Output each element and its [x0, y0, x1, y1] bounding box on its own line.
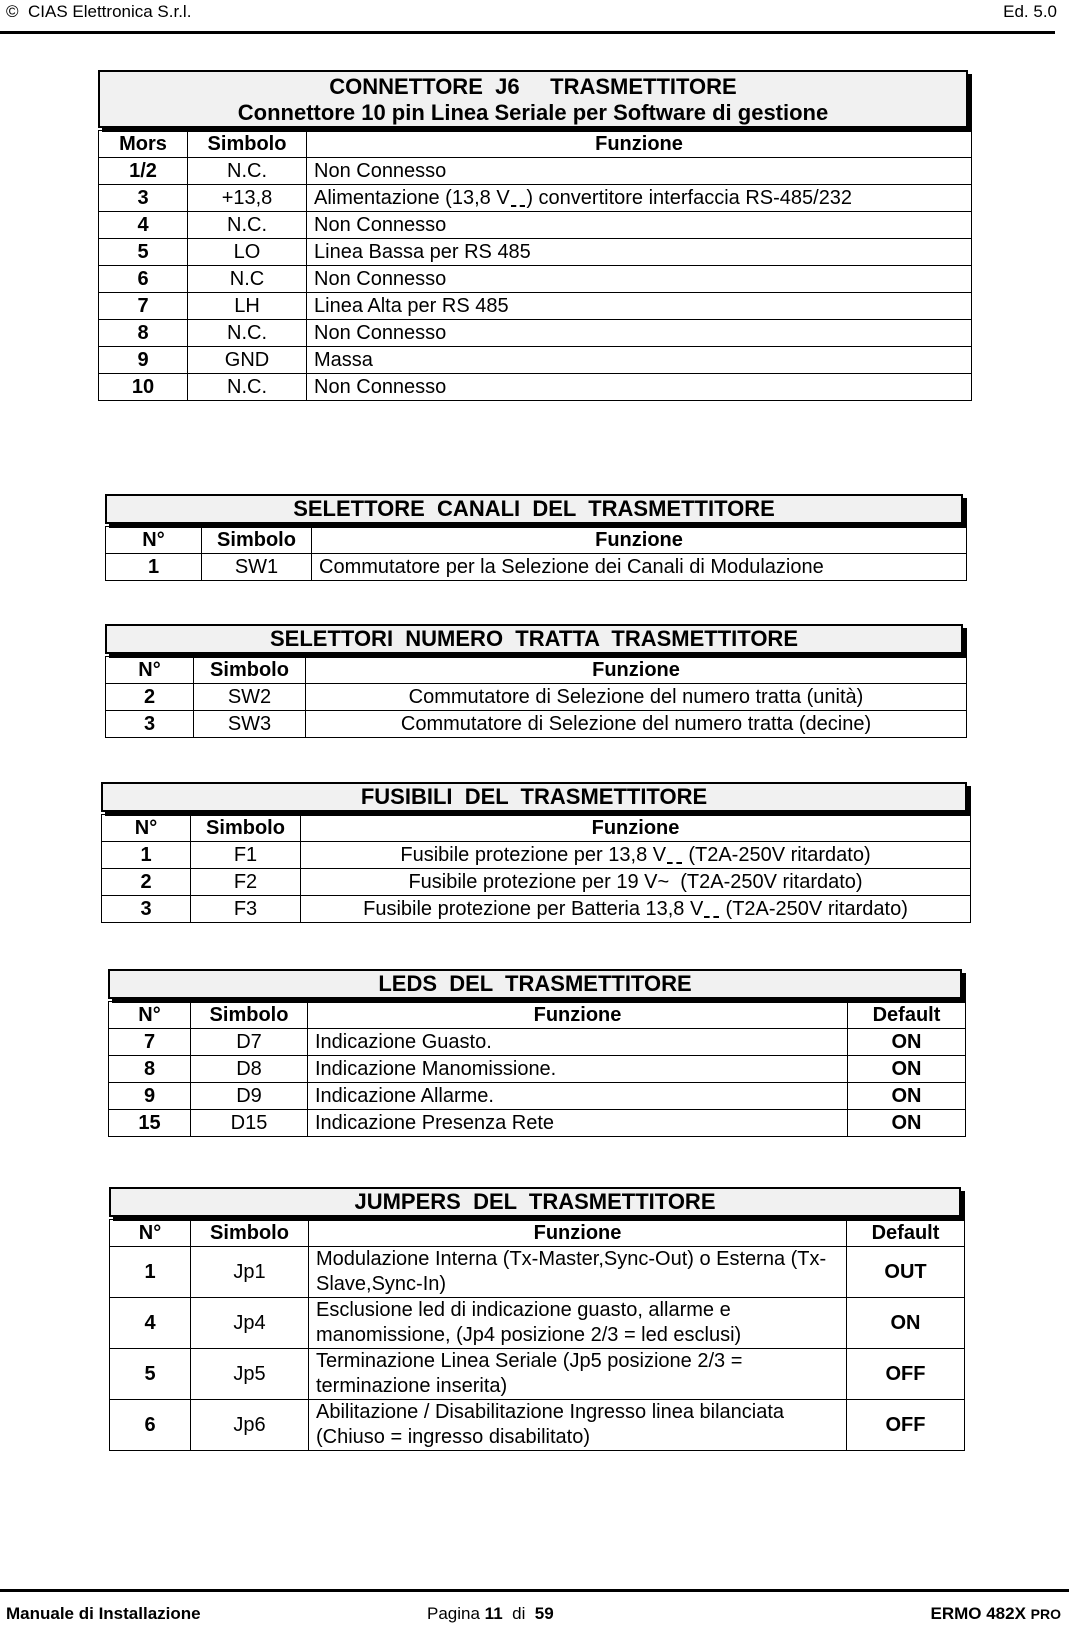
col-header-n: N° — [106, 657, 194, 684]
cell-default: ON — [848, 1083, 966, 1110]
cell-funzione: Indicazione Presenza Rete — [308, 1110, 848, 1137]
cell-n: 6 — [110, 1400, 191, 1451]
cell-simbolo: N.C. — [188, 212, 307, 239]
cell-n: 1 — [102, 842, 191, 869]
col-header-simbolo: Simbolo — [194, 657, 306, 684]
col-header-n: N° — [102, 815, 191, 842]
table-row — [99, 212, 972, 239]
selettori-tratta-section — [105, 624, 967, 738]
leds-section — [108, 969, 966, 1137]
cell-default: OFF — [847, 1349, 965, 1400]
leds-table — [108, 1001, 966, 1137]
col-header-simbolo: Simbolo — [188, 131, 307, 158]
table-row — [109, 1110, 966, 1137]
table-row — [99, 374, 972, 401]
cell-simbolo: SW3 — [194, 711, 306, 738]
col-header-n: N° — [106, 527, 202, 554]
table-row — [99, 239, 972, 266]
cell-n: 3 — [102, 896, 191, 923]
col-header-simbolo: Simbolo — [191, 1002, 308, 1029]
footer-divider — [0, 1589, 1069, 1592]
table-row — [99, 185, 972, 212]
table-header-row — [99, 131, 972, 158]
cell-simbolo: N.C — [188, 266, 307, 293]
cell-n: 2 — [102, 869, 191, 896]
fusibili-section — [101, 782, 971, 923]
cell-funzione: Fusibile protezione per 19 V~ (T2A-250V ritardato) — [301, 869, 971, 896]
table-row — [99, 320, 972, 347]
footer-manual-title: Manuale di Installazione — [6, 1604, 201, 1623]
cell-simbolo: N.C. — [188, 158, 307, 185]
table-row — [109, 1083, 966, 1110]
cell-n: 3 — [106, 711, 194, 738]
cell-default: ON — [848, 1110, 966, 1137]
selettore-canali-table — [105, 526, 967, 581]
cell-mors: 9 — [99, 347, 188, 374]
selettore-canali-title: SELETTORE CANALI DEL TRASMETTITORE — [105, 494, 963, 524]
col-header-default: Default — [847, 1220, 965, 1247]
cell-default: OFF — [847, 1400, 965, 1451]
cell-simbolo: LH — [188, 293, 307, 320]
table-row — [106, 684, 967, 711]
jumpers-title: JUMPERS DEL TRASMETTITORE — [109, 1187, 961, 1217]
cell-funzione: Indicazione Manomissione. — [308, 1056, 848, 1083]
connettore-subtitle: Connettore 10 pin Linea Seriale per Software di gestione — [237, 100, 829, 125]
cell-simbolo: Jp1 — [191, 1247, 309, 1298]
col-header-default: Default — [848, 1002, 966, 1029]
col-header-funzione: Funzione — [309, 1220, 847, 1247]
table-row — [110, 1400, 965, 1451]
table-header-row — [102, 815, 971, 842]
cell-simbolo: D9 — [191, 1083, 308, 1110]
jumpers-table — [109, 1219, 965, 1451]
col-header-funzione: Funzione — [312, 527, 967, 554]
col-header-simbolo: Simbolo — [191, 1220, 309, 1247]
cell-n: 9 — [109, 1083, 191, 1110]
page-total: 59 — [534, 1604, 554, 1623]
cell-mors: 3 — [99, 185, 188, 212]
dc-symbol-icon — [703, 897, 720, 921]
table-row — [99, 347, 972, 374]
footer-page-indicator: Pagina 11 di 59 — [427, 1604, 554, 1623]
footer-product: ERMO 482X PRO — [930, 1604, 1061, 1623]
company-name: CIAS Elettronica S.r.l. — [27, 2, 192, 21]
selettori-tratta-table — [105, 656, 967, 738]
cell-n: 5 — [110, 1349, 191, 1400]
jumpers-section — [109, 1187, 965, 1451]
cell-funzione: Non Connesso — [307, 374, 972, 401]
cell-simbolo: Jp4 — [191, 1298, 309, 1349]
connettore-table — [98, 130, 972, 401]
cell-funzione: Abilitazione / Disabilitazione Ingresso linea bilanciata (Chiuso = ingresso disabilitato) — [309, 1400, 847, 1451]
cell-default: OUT — [847, 1247, 965, 1298]
col-header-n: N° — [109, 1002, 191, 1029]
cell-n: 1 — [106, 554, 202, 581]
cell-n: 8 — [109, 1056, 191, 1083]
table-row — [102, 869, 971, 896]
cell-funzione: Non Connesso — [307, 320, 972, 347]
cell-funzione: Modulazione Interna (Tx-Master,Sync-Out) o Esterna (Tx-Slave,Sync-In) — [309, 1247, 847, 1298]
table-header-row — [110, 1220, 965, 1247]
cell-n: 1 — [110, 1247, 191, 1298]
header-company — [6, 2, 191, 22]
cell-funzione: Linea Alta per RS 485 — [307, 293, 972, 320]
cell-simbolo: GND — [188, 347, 307, 374]
col-header-mors: Mors — [99, 131, 188, 158]
cell-funzione: Commutatore per la Selezione dei Canali di Modulazione — [312, 554, 967, 581]
cell-funzione: Commutatore di Selezione del numero tratta (unità) — [306, 684, 967, 711]
col-header-simbolo: Simbolo — [191, 815, 301, 842]
cell-simbolo: LO — [188, 239, 307, 266]
dc-symbol-icon — [510, 186, 527, 210]
cell-funzione: Non Connesso — [307, 212, 972, 239]
cell-simbolo: Jp6 — [191, 1400, 309, 1451]
cell-mors: 1/2 — [99, 158, 188, 185]
table-row — [99, 158, 972, 185]
col-header-simbolo: Simbolo — [202, 527, 312, 554]
cell-mors: 4 — [99, 212, 188, 239]
cell-funzione: Non Connesso — [307, 158, 972, 185]
cell-simbolo: F1 — [191, 842, 301, 869]
cell-mors: 8 — [99, 320, 188, 347]
table-row — [109, 1029, 966, 1056]
cell-funzione: Non Connesso — [307, 266, 972, 293]
table-row — [102, 896, 971, 923]
connettore-title: CONNETTORE J6 TRASMETTITORE — [329, 74, 737, 99]
table-row — [99, 293, 972, 320]
table-row — [99, 266, 972, 293]
cell-funzione: Indicazione Guasto. — [308, 1029, 848, 1056]
cell-funzione: Fusibile protezione per Batteria 13,8 V (T2A-250V ritardato) — [301, 896, 971, 923]
cell-funzione: Esclusione led di indicazione guasto, allarme e manomissione, (Jp4 posizione 2/3 = led esclusi) — [309, 1298, 847, 1349]
fusibili-table — [101, 814, 971, 923]
table-row — [106, 711, 967, 738]
cell-mors: 6 — [99, 266, 188, 293]
table-row — [110, 1298, 965, 1349]
cell-n: 7 — [109, 1029, 191, 1056]
table-header-row — [106, 657, 967, 684]
cell-funzione: Massa — [307, 347, 972, 374]
cell-simbolo: Jp5 — [191, 1349, 309, 1400]
table-row — [106, 554, 967, 581]
selettori-tratta-title: SELETTORI NUMERO TRATTA TRASMETTITORE — [105, 624, 963, 654]
cell-simbolo: SW1 — [202, 554, 312, 581]
table-row — [110, 1247, 965, 1298]
table-header-row — [109, 1002, 966, 1029]
connettore-j6-section — [98, 70, 972, 401]
cell-default: ON — [848, 1056, 966, 1083]
col-header-funzione: Funzione — [301, 815, 971, 842]
cell-mors: 5 — [99, 239, 188, 266]
cell-default: ON — [848, 1029, 966, 1056]
page-number: 11 — [484, 1604, 503, 1623]
cell-mors: 7 — [99, 293, 188, 320]
leds-title: LEDS DEL TRASMETTITORE — [108, 969, 962, 999]
cell-funzione: Commutatore di Selezione del numero tratta (decine) — [306, 711, 967, 738]
cell-funzione: Linea Bassa per RS 485 — [307, 239, 972, 266]
cell-simbolo: N.C. — [188, 374, 307, 401]
cell-n: 15 — [109, 1110, 191, 1137]
header-divider — [0, 31, 1055, 34]
table-row — [109, 1056, 966, 1083]
cell-funzione: Terminazione Linea Seriale (Jp5 posizione 2/3 = terminazione inserita) — [309, 1349, 847, 1400]
table-header-row — [106, 527, 967, 554]
cell-funzione: Indicazione Allarme. — [308, 1083, 848, 1110]
table-row — [102, 842, 971, 869]
copyright-icon: © — [6, 2, 19, 21]
cell-simbolo: F3 — [191, 896, 301, 923]
cell-simbolo: SW2 — [194, 684, 306, 711]
cell-simbolo: D15 — [191, 1110, 308, 1137]
col-header-funzione: Funzione — [307, 131, 972, 158]
cell-simbolo: N.C. — [188, 320, 307, 347]
cell-mors: 10 — [99, 374, 188, 401]
fusibili-title: FUSIBILI DEL TRASMETTITORE — [101, 782, 967, 812]
cell-simbolo: +13,8 — [188, 185, 307, 212]
col-header-funzione: Funzione — [306, 657, 967, 684]
cell-simbolo: D8 — [191, 1056, 308, 1083]
cell-default: ON — [847, 1298, 965, 1349]
selettore-canali-section — [105, 494, 967, 581]
cell-funzione: Fusibile protezione per 13,8 V (T2A-250V ritardato) — [301, 842, 971, 869]
dc-symbol-icon — [666, 843, 683, 867]
col-header-funzione: Funzione — [308, 1002, 848, 1029]
cell-n: 4 — [110, 1298, 191, 1349]
table-row — [110, 1349, 965, 1400]
cell-simbolo: F2 — [191, 869, 301, 896]
cell-n: 2 — [106, 684, 194, 711]
header-edition: Ed. 5.0 — [1003, 2, 1057, 21]
cell-simbolo: D7 — [191, 1029, 308, 1056]
connettore-title-box — [98, 70, 968, 128]
cell-funzione: Alimentazione (13,8 V ) convertitore interfaccia RS-485/232 — [307, 185, 972, 212]
col-header-n: N° — [110, 1220, 191, 1247]
